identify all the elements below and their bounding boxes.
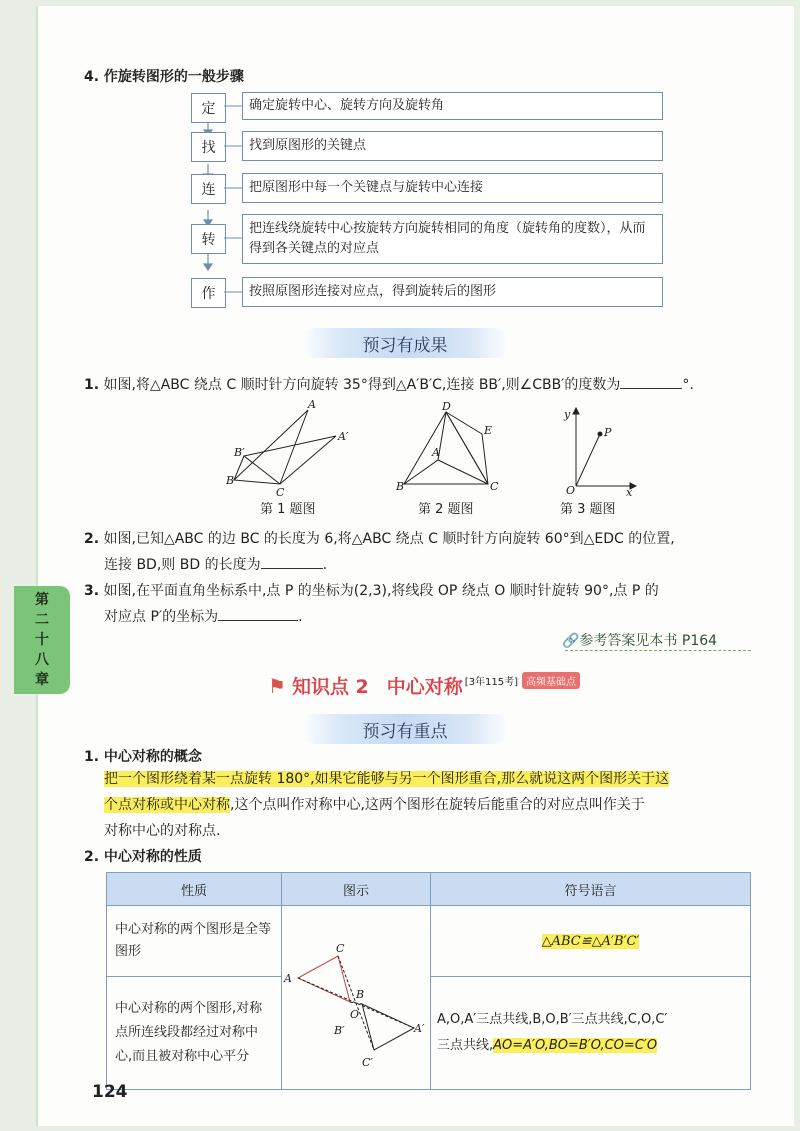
concept-line: 对称中心的对称点. <box>104 823 221 839</box>
central-symmetry-figure <box>282 916 428 1076</box>
figure-1 <box>222 398 358 498</box>
fig-label: C′ <box>362 1055 373 1069</box>
chapter-tab[interactable] <box>14 586 70 694</box>
fig3-label: y <box>564 408 571 421</box>
fig-label: A′ <box>414 1021 425 1035</box>
table-figure-cell <box>282 906 431 1090</box>
problem-tail: °. <box>682 377 694 393</box>
knowledge-tag: [3年115考] <box>464 677 519 688</box>
step-desc: 按照原图形连接对应点，得到旋转后的图形 <box>242 277 663 307</box>
fig1-label: B <box>226 474 235 487</box>
answer-reference[interactable] <box>562 630 717 650</box>
fig3-label: P <box>604 426 612 439</box>
step-key: 连 <box>191 174 226 204</box>
knowledge-label: 知识点 2 <box>291 676 369 698</box>
step-desc: 找到原图形的关键点 <box>242 131 663 161</box>
properties-table <box>106 872 751 1090</box>
steps-title: 4. 作旋转图形的一般步骤 <box>84 69 244 85</box>
step-key: 定 <box>191 93 226 123</box>
problem-number: 3. <box>84 583 100 599</box>
concept-text: ,这个点叫作对称中心,这两个图形在旋转后能重合的对应点叫作关于 <box>230 797 645 813</box>
divider <box>565 650 751 651</box>
chapter-char: 八 <box>35 652 49 668</box>
chapter-char: 十 <box>35 632 49 648</box>
problem-text: 连接 BD,则 BD 的长度为 <box>104 557 261 573</box>
problem-number: 1. <box>84 377 100 393</box>
fig-label: O <box>350 1007 360 1021</box>
signpost-icon: ⚑ <box>268 673 286 698</box>
fig-label: B <box>356 987 365 1001</box>
step-desc: 确定旋转中心、旋转方向及旋转角 <box>242 92 663 120</box>
figure-caption: 第 3 题图 <box>560 502 616 517</box>
section-banner-results: 预习有成果 <box>300 328 510 358</box>
table-row <box>107 906 751 977</box>
table-header: 性质 <box>107 873 282 906</box>
step-key: 找 <box>191 132 226 162</box>
concept-line <box>104 768 669 788</box>
fig3-label: x <box>626 486 633 496</box>
fig2-label: E <box>484 424 493 437</box>
symbol-line: A,O,A′三点共线,B,O,B′三点共线,C,O,C′ <box>437 1012 668 1027</box>
concept-heading: 1. 中心对称的概念 <box>84 749 202 765</box>
fig2-label: C <box>490 480 499 493</box>
figure-2 <box>392 398 504 498</box>
problem-3-line2 <box>104 606 303 626</box>
fig-label: B′ <box>334 1023 345 1037</box>
properties-heading: 2. 中心对称的性质 <box>84 849 202 865</box>
step-connectors <box>224 100 244 300</box>
fig-label: C <box>336 941 345 955</box>
answer-blank[interactable] <box>620 374 682 389</box>
symbol-line <box>437 1033 744 1059</box>
problem-text: 如图,已知△ABC 的边 BC 的长度为 6,将△ABC 绕点 C 顺时针方向旋转 60°到△EDC 的位置, <box>103 531 675 547</box>
table-cell <box>431 906 751 977</box>
highlighted-text: 个点对称或中心对称 <box>104 797 230 813</box>
figure-caption: 第 1 题图 <box>260 502 316 517</box>
answer-blank[interactable] <box>218 606 298 621</box>
fig1-label: A <box>308 398 316 411</box>
answer-blank[interactable] <box>261 554 323 569</box>
table-cell <box>431 977 751 1090</box>
symbol-text: 三点共线, <box>437 1038 494 1053</box>
problem-tail: . <box>298 609 303 625</box>
figure-3 <box>558 404 638 496</box>
fig1-label: A′ <box>338 430 349 443</box>
frequency-badge: 高频基础点 <box>522 672 580 689</box>
step-key: 转 <box>191 224 226 254</box>
problem-text: 对应点 P′的坐标为 <box>104 609 219 625</box>
table-header-row <box>107 873 751 906</box>
knowledge-title: 中心对称 <box>386 676 463 698</box>
step-desc: 把连线绕旋转中心按旋转方向旋转相同的角度（旋转角的度数），从而得到各关键点的对应点 <box>242 214 663 264</box>
section-banner-key-points: 预习有重点 <box>300 714 510 744</box>
problem-text: 如图,将△ABC 绕点 C 顺时针方向旋转 35°得到△A′B′C,连接 BB′,则∠CBB′的度数为 <box>103 377 621 393</box>
problem-3 <box>84 580 659 600</box>
problem-1 <box>84 374 694 394</box>
problem-2-line2 <box>104 554 327 574</box>
fig2-label: B <box>396 480 405 493</box>
table-cell: 中心对称的两个图形是全等图形 <box>107 906 282 977</box>
problem-text: 如图,在平面直角坐标系中,点 P 的坐标为(2,3),将线段 OP 绕点 O 顺时针旋转 90°,点 P 的 <box>103 583 659 599</box>
fig3-label: O <box>566 484 576 496</box>
page-number: 124 <box>92 1082 128 1102</box>
fig2-label: D <box>442 400 451 413</box>
step-key: 作 <box>191 278 226 308</box>
problem-2 <box>84 528 675 548</box>
concept-line <box>104 794 645 814</box>
knowledge-header <box>268 672 580 699</box>
chapter-char: 章 <box>35 672 49 688</box>
table-cell: 中心对称的两个图形,对称点所连线段都经过对称中心,而且被对称中心平分 <box>107 977 282 1090</box>
chapter-char: 第 <box>35 592 49 608</box>
problem-tail: . <box>322 557 328 573</box>
fig2-label: A <box>432 446 440 459</box>
fig1-label: C <box>276 486 285 498</box>
step-desc: 把原图形中每一个关键点与旋转中心连接 <box>242 173 663 203</box>
link-icon: 🔗 <box>562 633 580 649</box>
fig-label: A <box>284 971 292 985</box>
symbol-congruent: △ABC≌△A′B′C′ <box>541 933 640 949</box>
figure-caption: 第 2 题图 <box>418 502 474 517</box>
problem-number: 2. <box>84 531 100 547</box>
chapter-char: 二 <box>35 612 49 628</box>
table-header: 图示 <box>282 873 431 906</box>
answer-reference-text: 参考答案见本书 P164 <box>579 633 718 649</box>
highlighted-text: 把一个图形绕着某一点旋转 180°,如果它能够与另一个图形重合,那么就说这两个图形关于这 <box>104 771 670 787</box>
fig1-label: B′ <box>234 446 245 459</box>
table-header: 符号语言 <box>431 873 751 906</box>
symbol-highlight: AO=A′O,BO=B′O,CO=C′O <box>493 1038 658 1053</box>
